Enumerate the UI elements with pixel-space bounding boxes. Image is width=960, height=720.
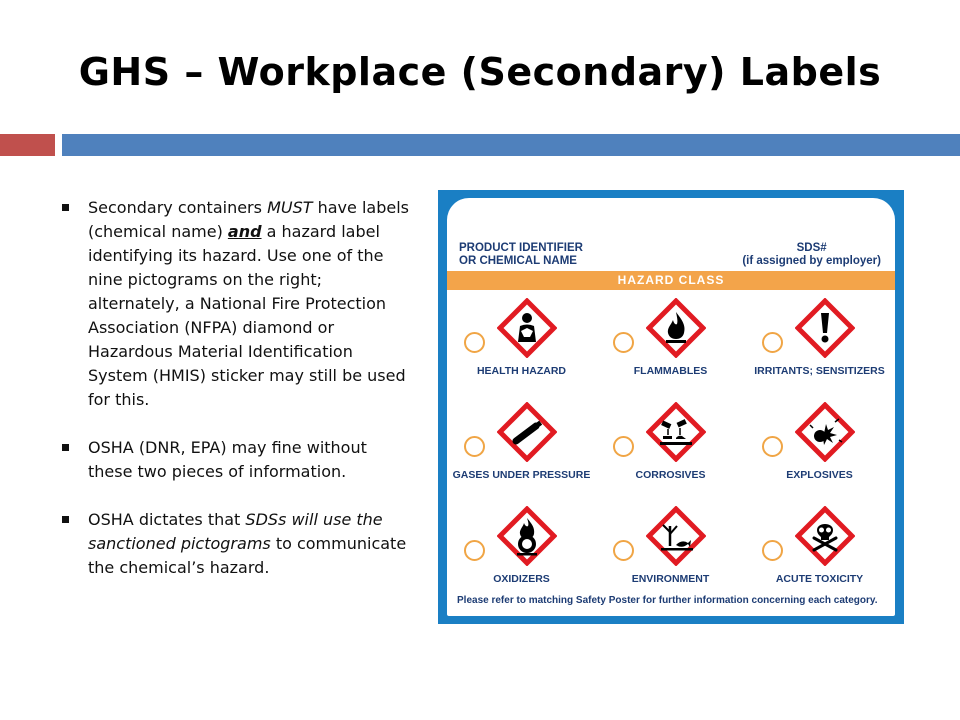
slide-title: GHS – Workplace (Secondary) Labels	[78, 50, 882, 94]
health-hazard-icon	[497, 298, 557, 358]
bullet-item: OSHA (DNR, EPA) may fine without these two pieces of information.	[60, 436, 412, 484]
accent-bar-red	[0, 134, 55, 156]
pictogram-cell-corrosives	[596, 398, 745, 494]
checkbox-circle[interactable]	[464, 540, 485, 561]
exploding-bomb-icon	[795, 402, 855, 462]
checkbox-circle[interactable]	[613, 436, 634, 457]
label-footer-note: Please refer to matching Safety Poster for further information concerning each category.	[457, 595, 878, 606]
exclamation-icon	[795, 298, 855, 358]
gas-cylinder-icon	[497, 402, 557, 462]
pictogram-cell-health-hazard	[447, 294, 596, 390]
ghs-label-image	[438, 190, 904, 624]
checkbox-circle[interactable]	[464, 332, 485, 353]
flame-icon	[646, 298, 706, 358]
bullet-item: Secondary containers MUST have labels (chemical name) and a hazard label identifying its hazard. Use one of the nine pictograms on the right; alternately, a National Fire Protection Association (NFPA) diamond or Hazardous Material Identification System (HMIS) sticker may still be used for this.	[60, 196, 412, 412]
pictogram-caption: CORROSIVES	[635, 469, 706, 481]
bullet-list	[60, 196, 412, 604]
checkbox-circle[interactable]	[762, 436, 783, 457]
checkbox-circle[interactable]	[464, 436, 485, 457]
pictogram-caption: EXPLOSIVES	[786, 469, 853, 481]
bullet-item: OSHA dictates that SDSs will use the sanctioned pictograms to communicate the chemical’s hazard.	[60, 508, 412, 580]
checkbox-circle[interactable]	[762, 332, 783, 353]
accent-bar-blue	[62, 134, 960, 156]
sds-number-header: SDS# (if assigned by employer)	[742, 242, 881, 267]
bullet-marker	[62, 516, 69, 523]
pictogram-cell-environment	[596, 502, 745, 598]
pictogram-caption: FLAMMABLES	[633, 365, 708, 377]
checkbox-circle[interactable]	[762, 540, 783, 561]
corrosion-icon	[646, 402, 706, 462]
checkbox-circle[interactable]	[613, 540, 634, 561]
pictogram-cell-gases	[447, 398, 596, 494]
environment-icon	[646, 506, 706, 566]
pictogram-caption: ENVIRONMENT	[631, 573, 710, 585]
pictogram-cell-acute-toxicity	[745, 502, 894, 598]
pictogram-cell-oxidizers	[447, 502, 596, 598]
pictogram-caption: OXIDIZERS	[493, 573, 550, 585]
bullet-marker	[62, 444, 69, 451]
checkbox-circle[interactable]	[613, 332, 634, 353]
pictogram-caption: ACUTE TOXICITY	[775, 573, 864, 585]
pictogram-cell-explosives	[745, 398, 894, 494]
flame-over-circle-icon	[497, 506, 557, 566]
hazard-class-band: HAZARD CLASS	[447, 271, 895, 290]
pictogram-cell-flammables	[596, 294, 745, 390]
pictogram-caption: GASES UNDER PRESSURE	[452, 469, 591, 481]
product-identifier-header: PRODUCT IDENTIFIER OR CHEMICAL NAME	[459, 242, 583, 267]
bullet-marker	[62, 204, 69, 211]
ghs-label-card	[447, 198, 895, 616]
skull-crossbones-icon	[795, 506, 855, 566]
pictogram-caption: IRRITANTS; SENSITIZERS	[754, 365, 885, 377]
pictogram-cell-irritants	[745, 294, 894, 390]
pictogram-caption: HEALTH HAZARD	[476, 365, 567, 377]
